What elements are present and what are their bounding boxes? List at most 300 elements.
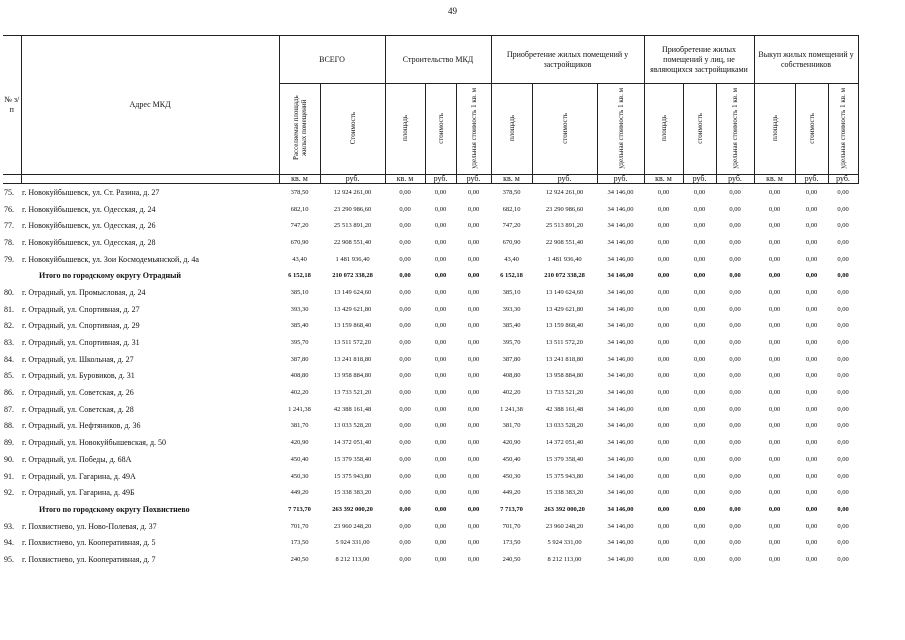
row-value: 747,20 [290, 222, 309, 230]
table-row [3, 184, 858, 201]
row-value: 0,00 [693, 555, 706, 563]
row-value: 15 338 383,20 [333, 489, 372, 497]
table-row [3, 401, 858, 418]
row-value: 0,00 [434, 422, 447, 430]
row-value: 13 149 624,60 [333, 288, 372, 296]
row-value: 0,00 [399, 372, 411, 380]
row-value: 0,00 [805, 355, 818, 363]
group-non-developer-header: Приобретение жилых помещений у лиц, не являющихся застройщиками [644, 36, 754, 84]
col-developer-area-header: площадь [507, 115, 516, 141]
row-value: 0,00 [399, 522, 411, 530]
row-value: 0,00 [805, 222, 818, 230]
row-value: 0,00 [729, 339, 741, 347]
row-value: 0,00 [399, 288, 411, 296]
row-value: 450,30 [502, 472, 521, 480]
row-value: 13 733 521,20 [333, 389, 372, 397]
row-value: 0,00 [434, 188, 447, 196]
row-value: 0,00 [657, 222, 670, 230]
row-value: 0,00 [693, 322, 706, 330]
row-value: 22 908 551,40 [545, 238, 584, 246]
table-row [3, 351, 858, 368]
row-value: 34 146,00 [607, 539, 634, 547]
unit-label: кв. м [644, 175, 683, 184]
row-value: 0,00 [768, 539, 781, 547]
row-value: 0,00 [467, 339, 480, 347]
row-value: 393,30 [290, 305, 309, 313]
row-number [3, 267, 21, 284]
row-value: 0,00 [467, 288, 480, 296]
row-value: 385,10 [290, 288, 309, 296]
row-address: г. Отрадный, ул. Новокуйбышевская, д. 50 [22, 438, 167, 448]
row-value: 43,40 [504, 255, 519, 263]
row-value: 25 513 891,20 [545, 222, 584, 230]
row-value: 0,00 [434, 555, 447, 563]
row-value: 0,00 [768, 555, 781, 563]
row-number: 79. [4, 254, 14, 264]
row-value: 0,00 [805, 305, 818, 313]
row-value: 0,00 [805, 238, 818, 246]
row-value: 0,00 [805, 389, 818, 397]
row-value: 0,00 [805, 405, 818, 413]
col-non-developer-unit-cost-header: удельная стоимость 1 кв. м [731, 87, 739, 169]
col-address-header: Адрес МКД [21, 36, 279, 175]
row-value: 0,00 [805, 272, 818, 280]
row-value: 0,00 [467, 322, 480, 330]
table-row [3, 434, 858, 451]
row-value: 0,00 [434, 255, 447, 263]
row-value: 0,00 [399, 422, 411, 430]
row-value: 0,00 [467, 389, 480, 397]
row-value: 402,20 [502, 389, 521, 397]
row-value: 173,50 [502, 539, 521, 547]
row-address: г. Похвистнево, ул. Кооперативная, д. 7 [22, 554, 156, 564]
row-value: 0,00 [837, 405, 849, 413]
row-value: 34 146,00 [607, 455, 634, 463]
row-value: 0,00 [467, 305, 480, 313]
row-value: 13 241 818,80 [333, 355, 372, 363]
row-value: 13 429 621,80 [333, 305, 372, 313]
row-value: 0,00 [768, 489, 781, 497]
row-value: 15 375 943,80 [545, 472, 584, 480]
row-value: 0,00 [399, 472, 411, 480]
row-value: 12 924 261,00 [333, 188, 372, 196]
row-number: 77. [4, 221, 14, 231]
row-value: 34 146,00 [607, 489, 634, 497]
row-value: 0,00 [467, 355, 480, 363]
row-value: 0,00 [434, 405, 447, 413]
row-value: 0,00 [837, 505, 849, 513]
table-row [3, 234, 858, 251]
row-value: 263 392 000,20 [332, 505, 373, 513]
row-value: 0,00 [693, 355, 706, 363]
unit-label: руб. [532, 175, 597, 184]
row-value: 13 033 528,20 [333, 422, 372, 430]
row-value: 0,00 [467, 205, 480, 213]
col-construction-area-header: площадь [401, 115, 409, 141]
row-value: 6 152,18 [288, 272, 311, 280]
row-value: 670,90 [502, 238, 521, 246]
row-value: 13 429 621,80 [545, 305, 584, 313]
row-value: 0,00 [768, 505, 781, 513]
row-value: 0,00 [399, 389, 411, 397]
row-value: 408,80 [290, 372, 309, 380]
row-value: 0,00 [657, 355, 670, 363]
row-value: 0,00 [693, 205, 706, 213]
row-value: 34 146,00 [607, 555, 634, 563]
row-value: 34 146,00 [607, 188, 634, 196]
row-value: 15 379 358,40 [333, 455, 372, 463]
row-value: 0,00 [693, 422, 706, 430]
row-value: 0,00 [693, 288, 706, 296]
row-value: 0,00 [768, 439, 781, 447]
unit-label: кв. м [385, 175, 425, 184]
row-value: 0,00 [768, 322, 781, 330]
row-value: 0,00 [399, 322, 411, 330]
table-row [3, 334, 858, 351]
row-value: 13 511 572,20 [333, 339, 372, 347]
row-value: 381,70 [290, 422, 309, 430]
row-value: 0,00 [467, 405, 480, 413]
row-value: 34 146,00 [607, 389, 634, 397]
row-number: 82. [4, 321, 14, 331]
row-value: 682,10 [290, 205, 309, 213]
row-value: 263 392 000,20 [544, 505, 585, 513]
row-value: 0,00 [805, 505, 818, 513]
row-address: г. Отрадный, ул. Школьная, д. 27 [22, 354, 134, 364]
row-value: 1 241,38 [288, 405, 311, 413]
unit-label: руб. [683, 175, 716, 184]
row-value: 0,00 [729, 505, 741, 513]
row-value: 0,00 [805, 489, 818, 497]
row-value: 0,00 [805, 288, 818, 296]
row-value: 0,00 [467, 222, 480, 230]
row-value: 0,00 [729, 522, 741, 530]
row-address: г. Отрадный, ул. Гагарина, д. 49А [22, 471, 136, 481]
row-value: 7 713,70 [500, 505, 523, 513]
row-value: 0,00 [837, 555, 849, 563]
row-value: 13 958 884,80 [545, 372, 584, 380]
row-value: 0,00 [657, 439, 670, 447]
col-construction-cost-header: стоимость [436, 112, 445, 144]
row-value: 22 908 551,40 [333, 238, 372, 246]
row-value: 34 146,00 [607, 422, 634, 430]
row-value: 0,00 [657, 539, 670, 547]
row-value: 0,00 [729, 205, 741, 213]
row-value: 15 375 943,80 [333, 472, 372, 480]
row-value: 378,50 [290, 188, 309, 196]
row-value: 408,80 [502, 372, 521, 380]
row-value: 0,00 [467, 489, 480, 497]
row-value: 0,00 [399, 205, 411, 213]
row-value: 387,80 [502, 355, 521, 363]
row-value: 0,00 [467, 188, 480, 196]
row-value: 0,00 [768, 272, 781, 280]
row-value: 0,00 [768, 205, 781, 213]
row-value: 0,00 [837, 355, 849, 363]
row-value: 0,00 [805, 255, 818, 263]
row-value: 0,00 [729, 372, 741, 380]
row-value: 0,00 [768, 405, 781, 413]
row-value: 0,00 [729, 489, 741, 497]
row-address: г. Отрадный, ул. Буровиков, д. 31 [22, 371, 135, 381]
row-number: 94. [4, 538, 14, 548]
table-row [3, 284, 858, 301]
row-value: 0,00 [657, 405, 670, 413]
row-value: 0,00 [693, 505, 706, 513]
row-value: 0,00 [805, 455, 818, 463]
row-value: 34 146,00 [607, 339, 634, 347]
row-value: 0,00 [729, 238, 741, 246]
row-value: 42 388 161,48 [545, 405, 584, 413]
row-number: 91. [4, 471, 14, 481]
subtotal-label: Итого по городскому округу Похвистнево [39, 504, 190, 514]
row-value: 701,70 [290, 522, 309, 530]
row-value: 210 072 338,28 [332, 272, 373, 280]
row-value: 0,00 [729, 355, 741, 363]
row-address: г. Отрадный, ул. Победы, д. 68А [22, 454, 132, 464]
row-value: 34 146,00 [607, 472, 634, 480]
row-value: 14 372 051,40 [333, 439, 372, 447]
row-value: 0,00 [693, 522, 706, 530]
resettlement-table [3, 35, 859, 568]
col-non-developer-area-header: площадь [659, 115, 668, 141]
row-address: г. Новокуйбышевск, ул. Одесская, д. 28 [22, 237, 156, 247]
row-address: г. Новокуйбышевск, ул. Зои Космодемьянской, д. 4а [22, 254, 199, 264]
row-value: 0,00 [693, 238, 706, 246]
row-value: 0,00 [399, 188, 411, 196]
row-value: 381,70 [502, 422, 521, 430]
row-value: 0,00 [693, 489, 706, 497]
row-value: 1 481 936,40 [547, 255, 582, 263]
table-row [3, 368, 858, 385]
row-value: 0,00 [729, 555, 741, 563]
row-value: 450,40 [290, 455, 309, 463]
row-number: 88. [4, 421, 14, 431]
row-value: 23 960 248,20 [333, 522, 372, 530]
row-value: 0,00 [399, 555, 411, 563]
row-value: 0,00 [434, 522, 447, 530]
unit-label: руб. [795, 175, 828, 184]
row-number: 90. [4, 454, 14, 464]
row-value: 0,00 [805, 422, 818, 430]
row-value: 5 924 331,00 [547, 539, 582, 547]
row-value: 0,00 [657, 422, 670, 430]
row-value: 0,00 [434, 322, 447, 330]
row-value: 0,00 [768, 455, 781, 463]
row-value: 0,00 [837, 439, 849, 447]
subtotal-row [3, 501, 858, 518]
row-value: 0,00 [693, 272, 706, 280]
row-value: 0,00 [693, 222, 706, 230]
row-address: г. Отрадный, ул. Промысловая, д. 24 [22, 287, 146, 297]
row-value: 682,10 [502, 205, 521, 213]
row-value: 0,00 [399, 505, 411, 513]
row-value: 0,00 [805, 339, 818, 347]
row-value: 13 149 624,60 [545, 288, 584, 296]
row-value: 15 379 358,40 [545, 455, 584, 463]
row-value: 0,00 [399, 305, 411, 313]
row-value: 0,00 [768, 238, 781, 246]
row-value: 0,00 [399, 355, 411, 363]
row-value: 0,00 [837, 272, 849, 280]
row-value: 670,90 [290, 238, 309, 246]
table-row [3, 217, 858, 234]
row-address: г. Отрадный, ул. Советская, д. 26 [22, 388, 134, 398]
row-value: 34 146,00 [607, 255, 634, 263]
col-buyout-cost-header: стоимость [807, 112, 816, 144]
row-value: 0,00 [729, 322, 741, 330]
row-value: 13 511 572,20 [545, 339, 584, 347]
row-value: 0,00 [729, 422, 741, 430]
row-value: 450,40 [502, 455, 521, 463]
row-value: 0,00 [729, 255, 741, 263]
row-value: 0,00 [399, 339, 411, 347]
row-value: 0,00 [434, 489, 447, 497]
row-value: 0,00 [467, 539, 480, 547]
row-value: 0,00 [805, 439, 818, 447]
row-value: 0,00 [837, 389, 849, 397]
row-number: 93. [4, 521, 14, 531]
row-value: 701,70 [502, 522, 521, 530]
row-value: 0,00 [657, 238, 670, 246]
row-value: 173,50 [290, 539, 309, 547]
row-value: 0,00 [399, 539, 411, 547]
row-address: г. Отрадный, ул. Нефтяников, д. 36 [22, 421, 141, 431]
table-header [3, 36, 858, 184]
row-value: 0,00 [657, 272, 670, 280]
page-number: 49 [448, 6, 457, 16]
col-num-header: № з/п [3, 36, 21, 175]
row-value: 0,00 [657, 255, 670, 263]
row-value: 42 388 161,48 [333, 405, 372, 413]
row-value: 0,00 [657, 339, 670, 347]
unit-label: руб. [716, 175, 754, 184]
col-buyout-unit-cost-header: удельная стоимость 1 кв. м [839, 87, 847, 169]
col-construction-unit-cost-header: удельная стоимость 1 кв. м [469, 87, 478, 169]
row-value: 34 146,00 [607, 238, 634, 246]
row-value: 13 033 528,20 [545, 422, 584, 430]
row-value: 0,00 [805, 555, 818, 563]
row-value: 385,10 [502, 288, 521, 296]
row-value: 0,00 [805, 522, 818, 530]
row-value: 0,00 [768, 222, 781, 230]
table-row [3, 384, 858, 401]
table-row [3, 534, 858, 551]
row-value: 0,00 [434, 439, 447, 447]
row-value: 0,00 [434, 222, 447, 230]
row-value: 0,00 [467, 372, 480, 380]
row-value: 34 146,00 [607, 505, 634, 513]
row-value: 0,00 [837, 472, 849, 480]
row-value: 15 338 383,20 [545, 489, 584, 497]
row-value: 747,20 [502, 222, 521, 230]
row-value: 0,00 [657, 505, 670, 513]
table-row [3, 251, 858, 268]
unit-label: кв. м [491, 175, 532, 184]
row-value: 0,00 [657, 372, 670, 380]
row-value: 0,00 [467, 505, 480, 513]
row-value: 449,20 [502, 489, 521, 497]
row-value: 25 513 891,20 [333, 222, 372, 230]
row-value: 0,00 [837, 489, 849, 497]
subtotal-label: Итого по городскому округу Отрадный [39, 271, 181, 281]
table-row [3, 551, 858, 568]
row-number: 81. [4, 304, 14, 314]
row-value: 0,00 [729, 222, 741, 230]
row-value: 0,00 [729, 439, 741, 447]
row-value: 0,00 [434, 539, 447, 547]
row-value: 0,00 [693, 255, 706, 263]
row-value: 0,00 [434, 355, 447, 363]
row-value: 34 146,00 [607, 405, 634, 413]
row-value: 34 146,00 [607, 305, 634, 313]
row-value: 0,00 [467, 522, 480, 530]
row-value: 0,00 [657, 389, 670, 397]
row-address: г. Отрадный, ул. Спортивная, д. 27 [22, 304, 140, 314]
row-value: 420,90 [290, 439, 309, 447]
row-value: 34 146,00 [607, 439, 634, 447]
col-buyout-area-header: площадь [770, 115, 779, 141]
row-number [3, 501, 21, 518]
row-value: 387,80 [290, 355, 309, 363]
row-value: 0,00 [729, 455, 741, 463]
row-number: 85. [4, 371, 14, 381]
row-value: 0,00 [467, 422, 480, 430]
row-value: 13 159 868,40 [545, 322, 584, 330]
row-value: 0,00 [837, 522, 849, 530]
row-value: 378,50 [502, 188, 521, 196]
unit-label: руб. [425, 175, 456, 184]
row-value: 0,00 [768, 472, 781, 480]
row-value: 8 212 113,00 [547, 555, 582, 563]
row-value: 0,00 [467, 455, 480, 463]
row-address: г. Новокуйбышевск, ул. Ст. Разина, д. 27 [22, 187, 160, 197]
row-value: 0,00 [837, 238, 849, 246]
group-construction-header: Строительство МКД [385, 36, 491, 84]
row-value: 34 146,00 [607, 355, 634, 363]
row-value: 0,00 [467, 238, 480, 246]
row-value: 395,70 [290, 339, 309, 347]
row-value: 0,00 [805, 205, 818, 213]
row-value: 5 924 331,00 [335, 539, 370, 547]
row-value: 6 152,18 [500, 272, 523, 280]
row-value: 385,40 [502, 322, 521, 330]
table-row [3, 451, 858, 468]
row-value: 240,50 [290, 555, 309, 563]
row-value: 0,00 [399, 439, 411, 447]
row-value: 0,00 [657, 322, 670, 330]
table-row [3, 201, 858, 218]
row-value: 0,00 [434, 288, 447, 296]
row-value: 0,00 [805, 188, 818, 196]
unit-label: руб. [456, 175, 491, 184]
row-value: 0,00 [805, 372, 818, 380]
table-row [3, 318, 858, 335]
row-value: 13 733 521,20 [545, 389, 584, 397]
row-value: 0,00 [768, 522, 781, 530]
row-value: 12 924 261,00 [545, 188, 584, 196]
row-value: 0,00 [729, 305, 741, 313]
row-value: 449,20 [290, 489, 309, 497]
row-value: 402,20 [290, 389, 309, 397]
row-value: 0,00 [657, 489, 670, 497]
row-value: 0,00 [693, 389, 706, 397]
row-value: 0,00 [657, 188, 670, 196]
row-value: 0,00 [768, 255, 781, 263]
row-value: 0,00 [837, 305, 849, 313]
row-value: 0,00 [729, 472, 741, 480]
row-value: 0,00 [693, 372, 706, 380]
